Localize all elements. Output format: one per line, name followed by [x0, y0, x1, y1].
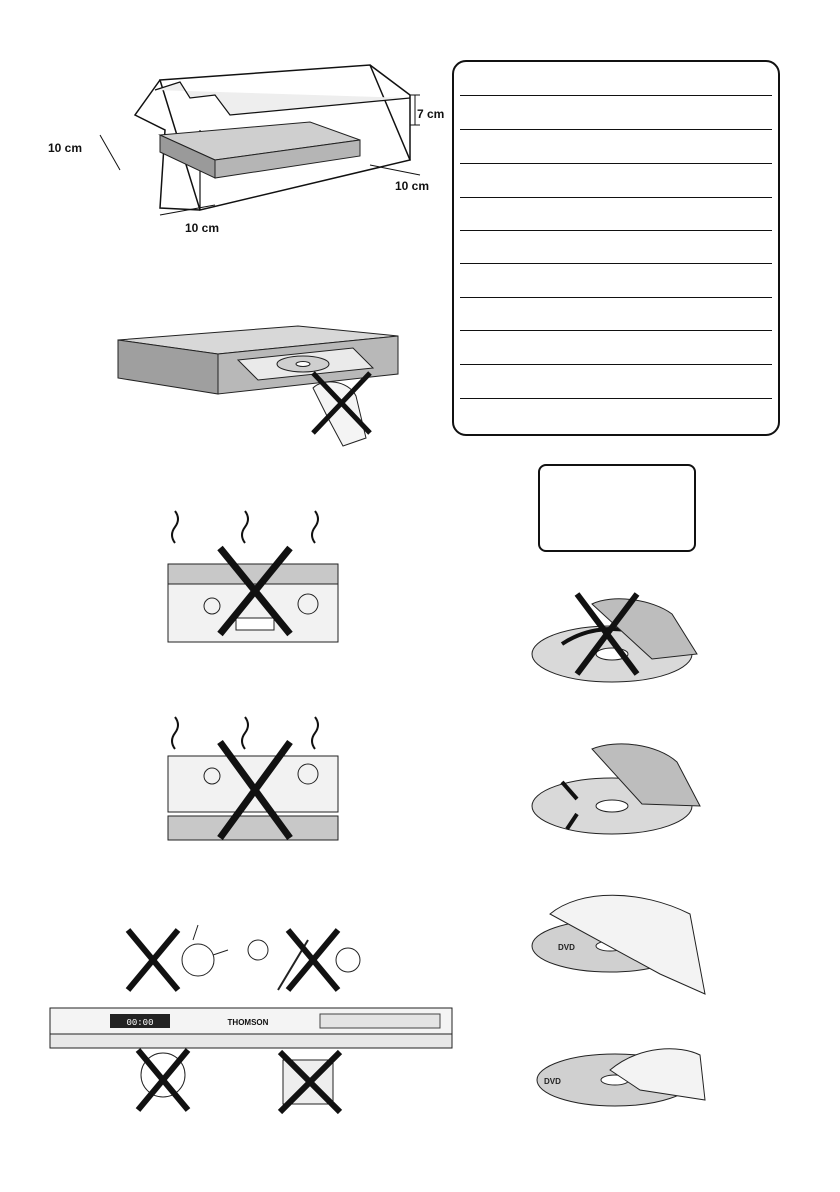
note-box: [538, 464, 696, 552]
table-row-divider: [460, 197, 772, 198]
no-stack-on-top-illustration: [160, 506, 345, 656]
dvd-logo: DVD: [544, 1077, 561, 1086]
table-row-divider: [460, 129, 772, 130]
table-row-divider: [460, 230, 772, 231]
no-touch-tray-illustration: [108, 318, 418, 448]
no-place-under-illustration: [160, 712, 345, 862]
dim-left-label: 10 cm: [48, 141, 83, 155]
ventilation-clearance-illustration: [40, 60, 450, 240]
dim-front-label: 10 cm: [185, 221, 220, 235]
table-row-divider: [460, 95, 772, 96]
front-panel-display: 00:00: [126, 1018, 154, 1028]
disc-cleaning-wrong-illustration: [522, 584, 712, 704]
table-row-divider: [460, 330, 772, 331]
environment-warnings-illustration: [48, 920, 458, 1120]
table-row-divider: [460, 364, 772, 365]
dim-right-label: 10 cm: [395, 179, 430, 193]
table-row-divider: [460, 398, 772, 399]
dvd-logo: DVD: [558, 943, 575, 952]
brand-logo: THOMSON: [227, 1018, 269, 1027]
table-row-divider: [460, 297, 772, 298]
disc-cleaning-right-illustration: [522, 734, 712, 859]
table-row-divider: [460, 263, 772, 264]
disc-handling-center-illustration: [530, 1040, 710, 1115]
dim-top-label: 7 cm: [417, 107, 445, 121]
info-table-frame: [452, 60, 780, 436]
disc-handling-edges-illustration: [530, 884, 710, 999]
table-row-divider: [460, 163, 772, 164]
